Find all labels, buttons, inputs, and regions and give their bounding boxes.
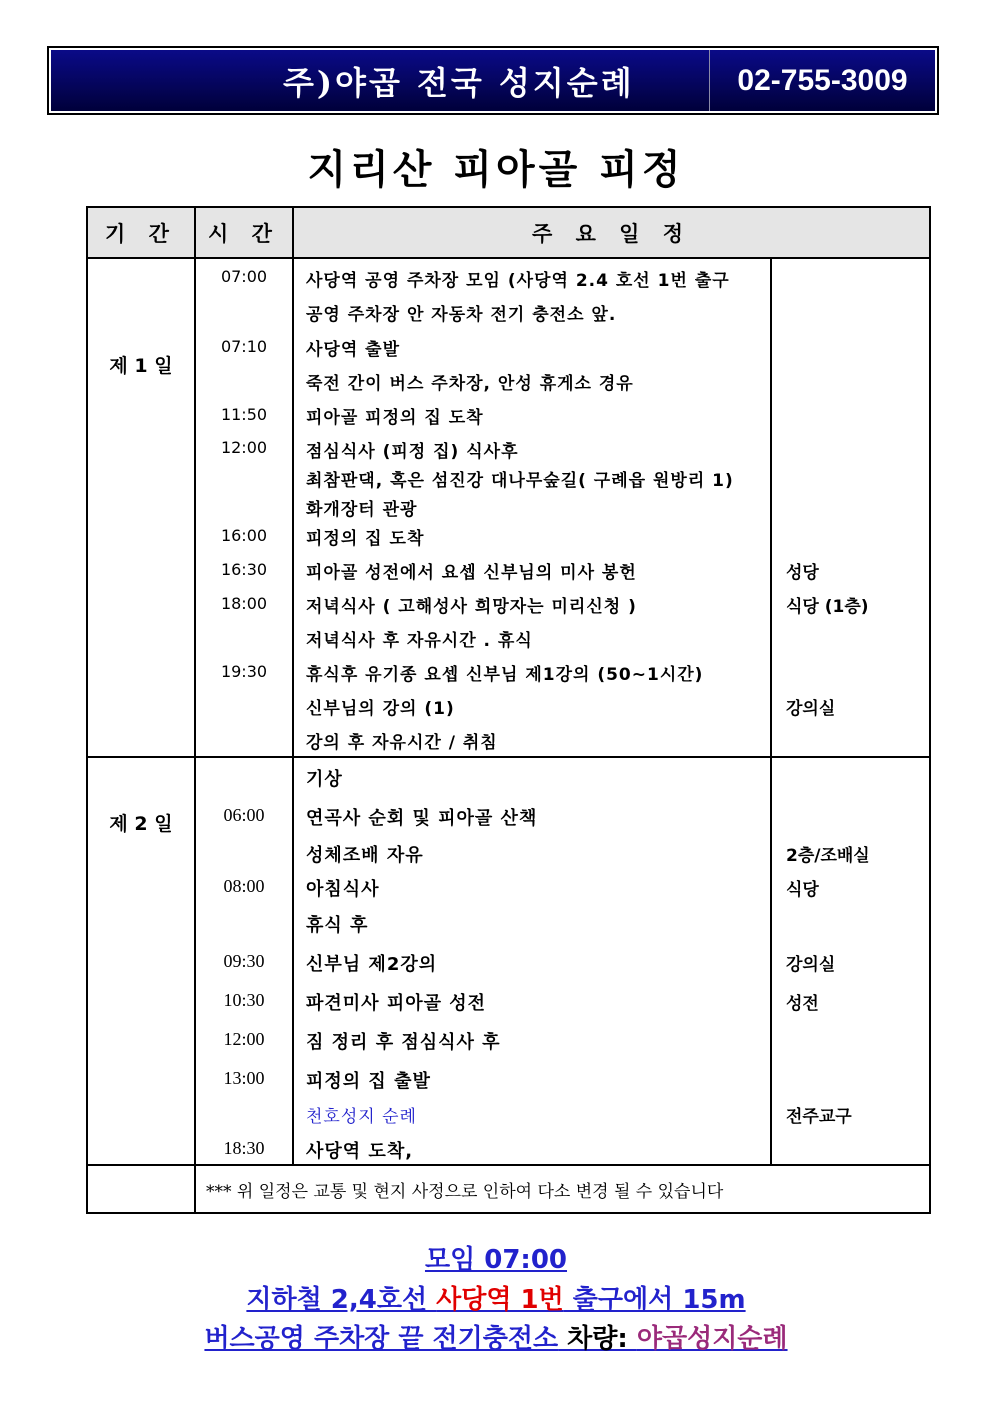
note-row	[87, 1165, 930, 1213]
time-entry: 11:50	[220, 405, 268, 424]
place-entry: 강의실	[786, 699, 836, 719]
schedule-line: 피아골 피정의 집 도착	[306, 408, 484, 428]
schedule-line: 강의 후 자유시간 / 취침	[306, 733, 498, 753]
header-schedule: 주 요 일 정	[293, 207, 930, 258]
subway-line: 지하철 2,4호선	[246, 1285, 437, 1315]
day1-places	[771, 258, 930, 757]
place-entry: 식당	[786, 880, 819, 900]
place-entry: 성전	[786, 994, 819, 1014]
place-entry: 식당 (1층)	[786, 597, 869, 617]
time-entry: 18:30	[223, 1138, 265, 1158]
day2-places	[771, 757, 930, 1165]
time-entry: 12:00	[223, 1029, 265, 1049]
time-entry: 06:00	[223, 805, 265, 825]
place-entry: 성당	[786, 563, 819, 583]
schedule-line: 피정의 집 출발	[306, 1071, 431, 1092]
schedule-line: 저녁식사 ( 고해성사 희망자는 미리신청 )	[306, 597, 637, 617]
table-header-row	[87, 207, 930, 258]
time-entry: 12:00	[220, 438, 268, 457]
page-title: 지리산 피아골 피정	[307, 147, 685, 193]
day2-label: 제 2 일	[109, 813, 173, 835]
schedule-line: 사당역 공영 주차장 모임 (사당역 2.4 호선 1번 출구	[306, 271, 730, 291]
schedule-note: *** 위 일정은 교통 및 현지 사정으로 인하여 다소 변경 될 수 있습니다	[195, 1165, 930, 1213]
day1-label: 제 1 일	[109, 355, 173, 377]
schedule-line: 화개장터 관광	[306, 500, 418, 520]
place-entry: 강의실	[786, 955, 836, 975]
schedule-line: 휴식 후	[306, 915, 369, 936]
schedule-line: 사당역 출발	[306, 340, 401, 360]
footer-subway	[0, 1279, 992, 1316]
schedule-line: 짐 정리 후 점심식사 후	[306, 1032, 501, 1053]
schedule-table	[86, 206, 931, 1214]
phone-number: 02-755-3009	[737, 63, 908, 97]
schedule-line: 최참판댁, 혹은 섬진강 대나무숲길( 구례읍 원방리 1)	[306, 471, 734, 491]
schedule-line: 휴식후 유기종 요셉 신부님 제1강의 (50~1시간)	[306, 665, 704, 685]
day1-row	[87, 258, 930, 757]
time-entry: 07:10	[220, 337, 268, 356]
bus-location: 버스공영 주차장 끝 전기충전소	[204, 1324, 559, 1354]
time-entry: 13:00	[223, 1068, 265, 1088]
schedule-line: 피정의 집 도착	[306, 529, 425, 549]
day2-schedule	[293, 757, 771, 1165]
schedule-line: 저녁식사 후 자유시간 . 휴식	[306, 631, 533, 651]
header-period: 기 간	[87, 207, 195, 258]
schedule-line: 피아골 성전에서 요셉 신부님의 미사 봉헌	[306, 563, 637, 583]
schedule-line: 파견미사 피아골 성전	[306, 993, 487, 1014]
company-name: 주)야곱 전국 성지순례	[283, 63, 635, 102]
schedule-line: 아침식사	[306, 879, 380, 900]
day2-row	[87, 757, 930, 1165]
note-empty-cell	[87, 1165, 195, 1213]
header-banner	[47, 46, 939, 115]
time-entry: 19:30	[220, 662, 268, 681]
footer-meeting-time	[0, 1239, 992, 1276]
subway-exit: 출구에서 15m	[563, 1285, 746, 1315]
day2-times	[195, 757, 293, 1165]
vehicle-name: 야곱성지순례	[636, 1324, 788, 1354]
day1-times	[195, 258, 293, 757]
time-entry: 09:30	[223, 951, 265, 971]
subway-station: 사당역 1번	[436, 1285, 564, 1315]
schedule-line: 기상	[306, 769, 343, 790]
schedule-line: 연곡사 순회 및 피아골 산책	[306, 808, 538, 829]
time-entry: 16:30	[220, 560, 268, 579]
schedule-line: 공영 주차장 안 자동차 전기 충전소 앞.	[306, 305, 617, 325]
schedule-line: 신부님 제2강의	[306, 954, 438, 975]
meeting-time: 모임 07:00	[424, 1245, 568, 1275]
header-time: 시 간	[195, 207, 293, 258]
day1-schedule	[293, 258, 771, 757]
schedule-line: 성체조배 자유	[306, 845, 424, 866]
time-entry: 16:00	[220, 526, 268, 545]
schedule-line: 점심식사 (피정 집) 식사후	[306, 442, 519, 462]
day1-label-cell	[87, 258, 195, 757]
place-entry: 전주교구	[786, 1107, 852, 1127]
schedule-line: 신부님의 강의 (1)	[306, 699, 455, 719]
time-entry: 07:00	[220, 267, 268, 286]
time-entry: 18:00	[220, 594, 268, 613]
footer-bus	[0, 1318, 992, 1355]
schedule-line: 죽전 간이 버스 주차장, 안성 휴게소 경유	[306, 374, 634, 394]
day2-label-cell	[87, 757, 195, 1165]
vehicle-label: 차량:	[558, 1324, 637, 1354]
time-entry: 10:30	[223, 990, 265, 1010]
place-entry: 2층/조배실	[786, 846, 870, 866]
time-entry: 08:00	[223, 876, 265, 896]
schedule-line: 사당역 도착,	[306, 1141, 414, 1162]
schedule-line-highlight: 천호성지 순례	[306, 1107, 417, 1127]
